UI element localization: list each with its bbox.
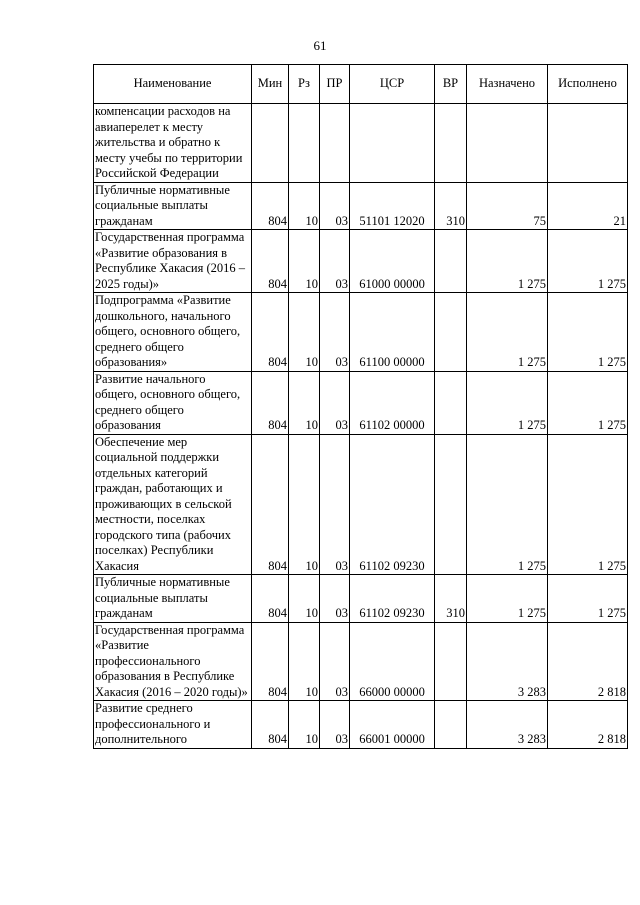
table-row	[94, 230, 628, 293]
row-min	[252, 104, 289, 183]
row-csr: 61100 00000	[350, 293, 435, 372]
row-executed: 1 275	[548, 434, 628, 575]
page-number: 61	[313, 38, 327, 53]
row-rz: 10	[289, 622, 320, 701]
row-name: Обеспечение мер социальной поддержки отдельных категорий граждан, работающих и проживающих в сельской местности, поселках городского типа (рабочих поселках) Республики Хакасия	[94, 434, 252, 575]
row-min: 804	[252, 701, 289, 749]
row-csr: 51101 12020	[350, 182, 435, 230]
row-pr: 03	[320, 434, 350, 575]
row-csr	[350, 104, 435, 183]
row-assigned: 1 275	[467, 293, 548, 372]
row-assigned: 1 275	[467, 230, 548, 293]
row-rz: 10	[289, 182, 320, 230]
row-min: 804	[252, 371, 289, 434]
row-rz	[289, 104, 320, 183]
row-assigned: 1 275	[467, 434, 548, 575]
row-pr: 03	[320, 575, 350, 623]
row-vr	[435, 622, 467, 701]
row-executed: 1 275	[548, 371, 628, 434]
row-rz: 10	[289, 371, 320, 434]
row-min: 804	[252, 622, 289, 701]
row-executed: 2 818	[548, 701, 628, 749]
row-executed: 2 818	[548, 622, 628, 701]
row-assigned: 75	[467, 182, 548, 230]
row-name: Развитие начального общего, основного общего, среднего общего образования	[94, 371, 252, 434]
table-row	[94, 104, 628, 183]
row-rz: 10	[289, 434, 320, 575]
row-name: компенсации расходов на авиаперелет к месту жительства и обратно к месту учебы по территории Российской Федерации	[94, 104, 252, 183]
row-csr: 61102 09230	[350, 575, 435, 623]
row-vr	[435, 104, 467, 183]
row-name: Государственная программа «Развитие образования в Республике Хакасия (2016 – 2025 годы)»	[94, 230, 252, 293]
header-executed: Исполнено	[548, 65, 628, 104]
table-row	[94, 371, 628, 434]
row-name: Публичные нормативные социальные выплаты гражданам	[94, 182, 252, 230]
row-min: 804	[252, 293, 289, 372]
row-min: 804	[252, 434, 289, 575]
row-min: 804	[252, 230, 289, 293]
row-csr: 61000 00000	[350, 230, 435, 293]
row-csr: 66001 00000	[350, 701, 435, 749]
row-vr	[435, 230, 467, 293]
row-csr: 61102 00000	[350, 371, 435, 434]
row-assigned: 3 283	[467, 701, 548, 749]
row-pr: 03	[320, 622, 350, 701]
row-executed: 21	[548, 182, 628, 230]
row-vr: 310	[435, 575, 467, 623]
row-assigned: 3 283	[467, 622, 548, 701]
header-pr: ПР	[320, 65, 350, 104]
table-row	[94, 622, 628, 701]
budget-table	[93, 64, 628, 749]
row-pr: 03	[320, 701, 350, 749]
row-executed: 1 275	[548, 230, 628, 293]
table-row	[94, 575, 628, 623]
row-assigned: 1 275	[467, 575, 548, 623]
row-name: Государственная программа «Развитие профессионального образования в Республике Хакасия (2016 – 2020 годы)»	[94, 622, 252, 701]
row-min: 804	[252, 182, 289, 230]
row-pr: 03	[320, 293, 350, 372]
row-vr	[435, 701, 467, 749]
row-pr: 03	[320, 230, 350, 293]
table-row	[94, 293, 628, 372]
header-rz: Рз	[289, 65, 320, 104]
table-row	[94, 182, 628, 230]
row-pr: 03	[320, 182, 350, 230]
row-executed: 1 275	[548, 575, 628, 623]
row-assigned: 1 275	[467, 371, 548, 434]
header-assigned: Назначено	[467, 65, 548, 104]
row-executed: 1 275	[548, 293, 628, 372]
row-name: Публичные нормативные социальные выплаты гражданам	[94, 575, 252, 623]
row-vr: 310	[435, 182, 467, 230]
row-rz: 10	[289, 701, 320, 749]
table-header-row	[94, 65, 628, 104]
row-vr	[435, 293, 467, 372]
row-rz: 10	[289, 230, 320, 293]
row-pr: 03	[320, 371, 350, 434]
row-rz: 10	[289, 575, 320, 623]
row-name: Развитие среднего профессионального и дополнительного	[94, 701, 252, 749]
header-csr: ЦСР	[350, 65, 435, 104]
table-row	[94, 434, 628, 575]
row-pr	[320, 104, 350, 183]
row-csr: 61102 09230	[350, 434, 435, 575]
row-min: 804	[252, 575, 289, 623]
row-csr: 66000 00000	[350, 622, 435, 701]
row-name: Подпрограмма «Развитие дошкольного, начального общего, основного общего, среднего общего образования»	[94, 293, 252, 372]
row-vr	[435, 434, 467, 575]
table-row	[94, 701, 628, 749]
header-name: Наименование	[94, 65, 252, 104]
header-vr: ВР	[435, 65, 467, 104]
row-vr	[435, 371, 467, 434]
row-rz: 10	[289, 293, 320, 372]
row-executed	[548, 104, 628, 183]
header-min: Мин	[252, 65, 289, 104]
row-assigned	[467, 104, 548, 183]
